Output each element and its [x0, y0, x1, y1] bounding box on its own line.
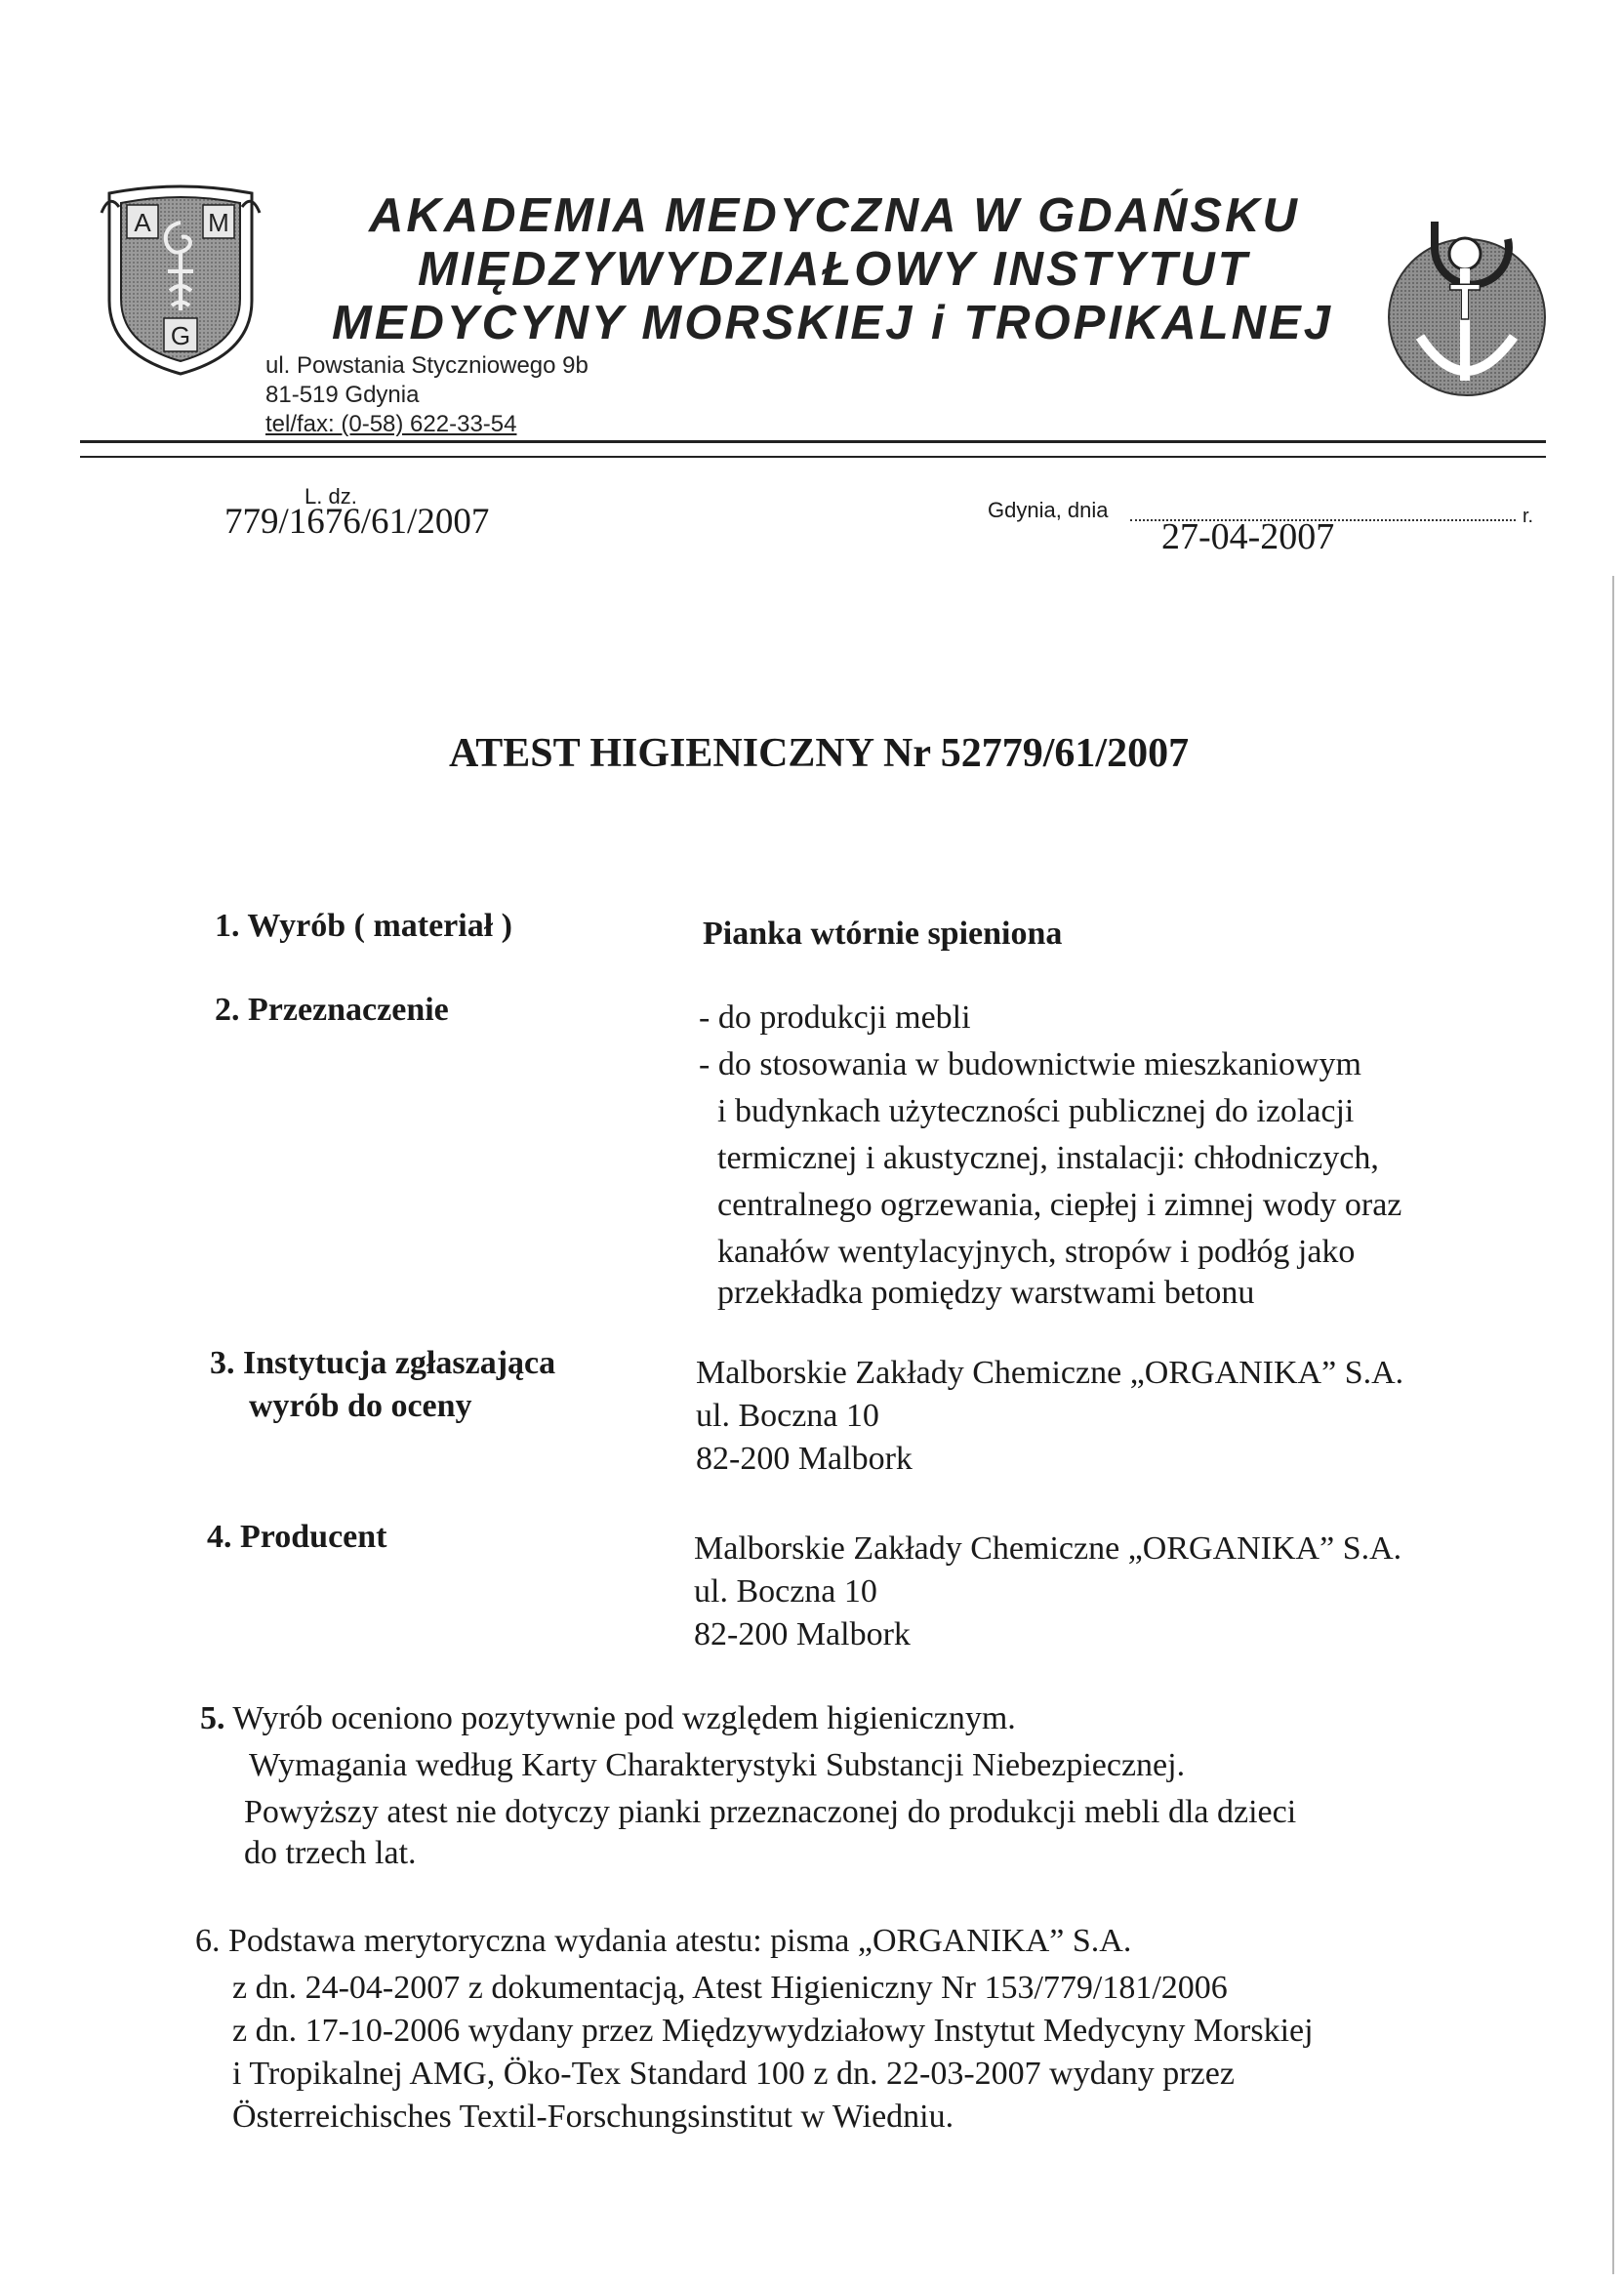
item-3-number: 3.	[210, 1345, 235, 1381]
item-5-line-4: do trzech lat.	[244, 1835, 417, 1871]
item-1-number: 1.	[215, 908, 240, 944]
date-value: 27-04-2007	[1161, 516, 1335, 557]
item-2-line-2: - do stosowania w budownictwie mieszkaniowym	[699, 1046, 1361, 1082]
item-5-line-2: Wymagania według Karty Charakterystyki Substancji Niebezpiecznej.	[249, 1747, 1186, 1783]
item-2-line-5: centralnego ogrzewania, ciepłej i zimnej wody oraz	[717, 1187, 1402, 1223]
item-1-label	[215, 908, 512, 945]
item-6-line-2: z dn. 24-04-2007 z dokumentacją, Atest Higieniczny Nr 153/779/181/2006	[232, 1970, 1228, 2006]
header-divider-top	[80, 440, 1546, 443]
item-2-label	[215, 992, 449, 1029]
item-6-text-1: Podstawa merytoryczna wydania atestu: pisma „ORGANIKA” S.A.	[228, 1923, 1132, 1959]
item-5-line-1	[200, 1700, 1016, 1737]
ldz-label: L. dz.	[304, 484, 357, 509]
item-4-number: 4.	[207, 1519, 232, 1555]
item-6-number: 6.	[195, 1923, 221, 1959]
item-4-label-text: Producent	[240, 1519, 387, 1555]
institution-name-line-3: MEDYCYNY MORSKIEJ i TROPIKALNEJ	[332, 297, 1333, 349]
item-3-line-3: 82-200 Malbork	[696, 1441, 913, 1477]
logo-letter-g: G	[170, 321, 191, 350]
item-3-label	[210, 1345, 555, 1382]
logo-letter-m: M	[208, 208, 229, 237]
item-3-label-line-1: Instytucja zgłaszająca	[243, 1345, 556, 1381]
item-6-line-4: i Tropikalnej AMG, Öko-Tex Standard 100 z dn. 22-03-2007 wydany przez	[232, 2056, 1235, 2092]
institution-name-line-1: AKADEMIA MEDYCZNA W GDAŃSKU	[369, 189, 1300, 242]
item-4-line-2: ul. Boczna 10	[694, 1573, 877, 1610]
ldz-number: 779/1676/61/2007	[224, 502, 490, 542]
item-5-text-1: Wyrób oceniono pozytywnie pod względem higienicznym.	[232, 1700, 1016, 1736]
date-suffix: r.	[1522, 506, 1534, 527]
item-2-line-1: - do produkcji mebli	[699, 999, 971, 1036]
item-1-value: Pianka wtórnie spieniona	[703, 916, 1063, 952]
item-3-label-line-2: wyrób do oceny	[249, 1388, 472, 1424]
item-2-line-3: i budynkach użyteczności publicznej do izolacji	[717, 1093, 1355, 1129]
address-street: ul. Powstania Styczniowego 9b	[265, 352, 589, 379]
address-phone: tel/fax: (0-58) 622-33-54	[265, 411, 517, 437]
certificate-title: ATEST HIGIENICZNY Nr 52779/61/2007	[449, 731, 1190, 776]
header-divider-bottom	[80, 456, 1546, 458]
institute-logo	[1381, 200, 1552, 405]
item-3-line-1: Malborskie Zakłady Chemiczne „ORGANIKA” S.A.	[696, 1355, 1404, 1391]
item-2-number: 2.	[215, 992, 240, 1028]
item-6-line-3: z dn. 17-10-2006 wydany przez Międzywydziałowy Instytut Medycyny Morskiej	[232, 2013, 1314, 2049]
item-4-line-3: 82-200 Malbork	[694, 1616, 911, 1652]
item-2-label-text: Przeznaczenie	[248, 992, 449, 1028]
item-1-label-text: Wyrób ( materiał )	[247, 908, 512, 944]
logo-letter-a: A	[134, 208, 151, 237]
address-city: 81-519 Gdynia	[265, 382, 420, 408]
item-2-line-6: kanałów wentylacyjnych, stropów i podłóg jako	[717, 1234, 1356, 1270]
item-2-line-7: przekładka pomiędzy warstwami betonu	[717, 1275, 1255, 1311]
place-date-label: Gdynia, dnia	[988, 498, 1109, 522]
item-4-label	[207, 1519, 386, 1556]
item-2-line-4: termicznej i akustycznej, instalacji: chłodniczych,	[717, 1140, 1379, 1176]
item-5-number: 5.	[200, 1700, 225, 1736]
scan-edge-line	[1612, 576, 1614, 2274]
item-6-line-1	[195, 1923, 1131, 1960]
item-3-line-2: ul. Boczna 10	[696, 1398, 879, 1434]
logo-letter-t: T	[1449, 274, 1481, 331]
item-4-line-1: Malborskie Zakłady Chemiczne „ORGANIKA” S.A.	[694, 1530, 1402, 1567]
academy-logo	[98, 183, 264, 379]
institution-name-line-2: MIĘDZYWYDZIAŁOWY INSTYTUT	[418, 243, 1250, 296]
item-6-line-5: Österreichisches Textil-Forschungsinstitut w Wiedniu.	[232, 2099, 954, 2135]
item-5-line-3: Powyższy atest nie dotyczy pianki przeznaczonej do produkcji mebli dla dzieci	[244, 1794, 1297, 1830]
